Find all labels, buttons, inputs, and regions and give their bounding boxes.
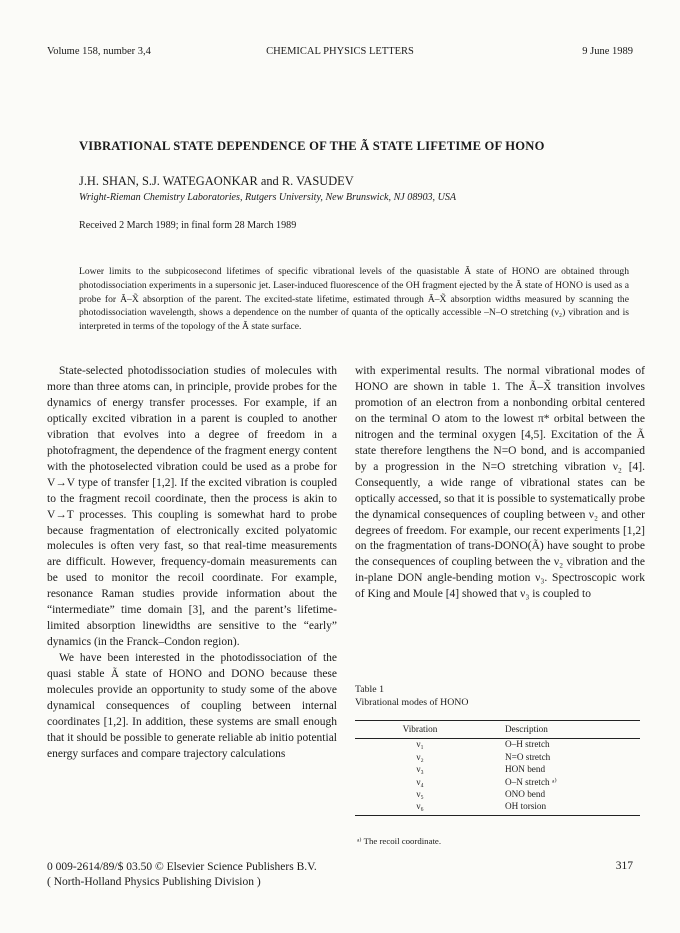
table-title: Vibrational modes of HONO [355,697,469,708]
authors: J.H. SHAN, S.J. WATEGAONKAR and R. VASUDEV [79,174,354,188]
column-header: Description [485,721,640,739]
affiliation: Wright-Rieman Chemistry Laboratories, Rutgers University, New Brunswick, NJ 08903, USA [79,192,457,203]
issue-date: 9 June 1989 [582,46,633,57]
body-paragraph: with experimental results. The normal vibrational modes of HONO are shown in table 1. The Ã–X̃ transition involves promotion of an electron from a nonbonding orbital centered on the terminal O atom to the lowest π* orbital between the nitrogen and the terminal oxygen [4,5]. Excitation of the Ã state therefore lengthens the N=O bond, and is accompanied by a progression in the N=O stretching vibration ν₂ [4]. Consequently, a wide range of vibrational states can be optically accessed, so that it is possible to systematically probe the dynamical consequences of coupling between ν₂ and other degrees of freedom. For example, our recent experiments [1,2] on the fragmentation of trans-DONO(Ã) have sought to probe the consequences of coupling between the ν₂ vibration and the in-plane DON angle-bending motion ν₃. Spectroscopic work of King and Moule [4] showed that ν₃ is coupled to [355,365,645,601]
table-footnote: ᵃ⁾ The recoil coordinate. [357,836,442,846]
volume-number: Volume 158, number 3,4 [47,46,151,57]
abstract: Lower limits to the subpicosecond lifetimes of specific vibrational levels of the quasistable Ã state of HONO are obtained through photodissociation experiments in a supersonic jet. Laser-induced fluorescence of the OH fragment ejected by the Ã state of HONO is used as a probe for Ã–X̃ absorption of the parent. The excited-state lifetime, estimated through Ã–X̃ absorption widths measured by scanning the photodissociation wavelength, shows a dependence on the number of quanta of the optically accessible –N–O stretching (ν₂) vibration and is interpreted in terms of the topology of the Ã state surface. [79,266,629,333]
vibration-cell: ν₆ [355,801,485,815]
description-cell: O–H stretch [505,739,550,750]
description-cell: ONO bend [505,788,546,799]
received-date: Received 2 March 1989; in final form 28 March 1989 [79,220,297,231]
copyright-line: 0 009-2614/89/$ 03.50 © Elsevier Science Publishers B.V. [47,861,317,873]
description-cell: O–N stretch ᵃ⁾ [505,776,557,787]
page-number: 317 [615,860,633,872]
table-row [355,751,640,763]
description-cell: N=O stretch [505,751,551,762]
vibration-cell: ν₅ [416,788,424,799]
vibrational-modes-table [355,720,640,816]
table-caption [355,683,468,709]
vibration-cell: ν₂ [416,751,424,762]
table-row [355,776,640,788]
description-cell: OH torsion [485,801,640,815]
table-label: Table 1 [355,684,384,695]
right-column [355,364,645,603]
vibration-cell: ν₁ [416,739,424,750]
table-row [355,801,640,815]
journal-name: CHEMICAL PHYSICS LETTERS [266,46,414,57]
table-row [355,789,640,801]
left-column [47,364,337,763]
article-title: VIBRATIONAL STATE DEPENDENCE OF THE Ã STATE LIFETIME OF HONO [79,139,545,153]
publisher-division: ( North-Holland Physics Publishing Division ) [47,876,261,888]
table-row [355,739,640,752]
copyright-footer [47,860,317,890]
body-paragraph: We have been interested in the photodissociation of the quasi stable Ã state of HONO and DONO because these molecules provide an opportunity to study some of the above dynamical consequences of coupling between internal coordinates [1,2]. In addition, these systems are small enough that it should be possible to generate reliable ab initio potential energy surfaces and compare trajectory calculations [47,652,337,760]
table-row [355,764,640,776]
vibration-cell: ν₄ [416,776,424,787]
vibration-cell: ν₃ [416,764,424,775]
column-header: Vibration [355,721,485,739]
description-cell: HON bend [505,764,546,775]
body-paragraph: State-selected photodissociation studies of molecules with more than three atoms can, in principle, provide probes for the dynamics of energy transfer processes. For example, if an optically excited vibration in a parent is coupled to another vibration that evolves into a degree of freedom in a photofragment, the dependence of the fragment energy content with the photoselected vibration could be used as a probe for V→V type of transfer [1,2]. If the excited vibration is coupled to the fragment recoil coordinate, then the process is akin to V→T processes. This coupling is somewhat hard to probe because fragmentation of electronically excited polyatomic molecules is often very fast, so that real-time measurements are difficult. However, frequency-domain measurements can be used to monitor the recoil coordinate. For example, resonance Raman studies provide information about the “intermediate” time domain [3], and the parent’s lifetime-limited absorption linewidths are sensitive to the “early” dynamics (in the Franck–Condon region). [47,365,337,649]
